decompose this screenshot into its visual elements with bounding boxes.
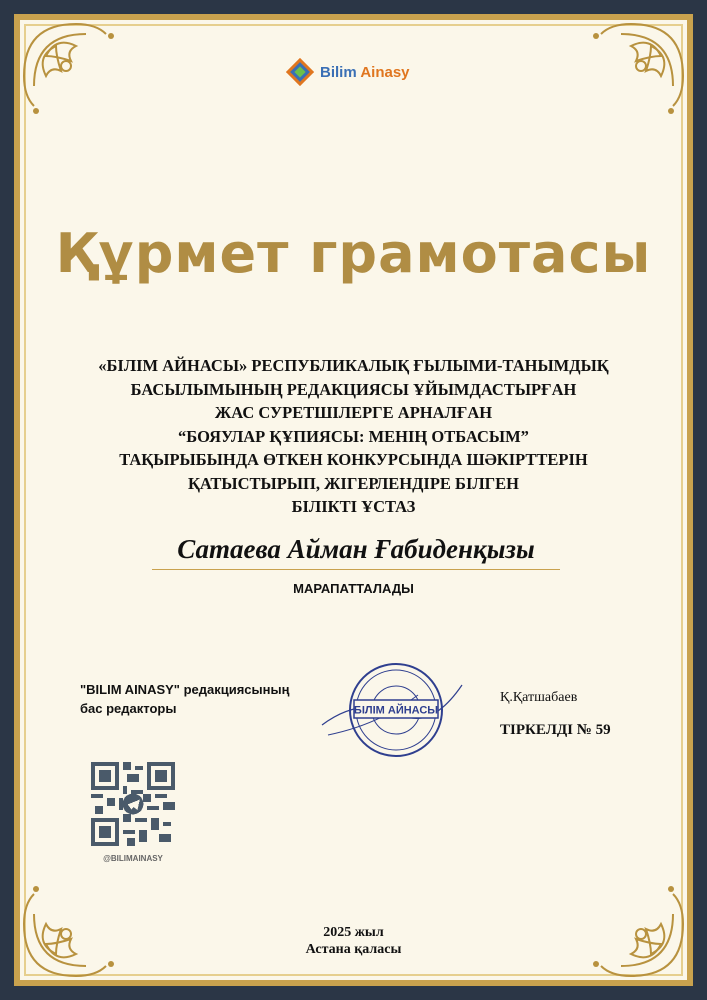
registration-number: ТІРКЕЛДІ № 59 xyxy=(500,722,611,738)
certificate-title: Құрмет грамотасы xyxy=(55,222,652,285)
certificate-description xyxy=(50,354,657,519)
stamp-text: БІЛІМ АЙНАСЫ xyxy=(353,704,439,717)
brand-name: Bilim Ainasy xyxy=(320,63,410,81)
official-stamp xyxy=(318,655,468,765)
recipient-name: Сатаева Айман Ғабиденқызы xyxy=(152,534,560,570)
description-line: ЖАС СУРЕТШІЛЕРГЕ АРНАЛҒАН xyxy=(214,403,493,422)
awarded-label: МАРАПАТТАЛАДЫ xyxy=(293,581,414,596)
editor-title xyxy=(80,680,340,718)
corner-ornament-icon xyxy=(16,16,136,136)
footer xyxy=(0,924,707,958)
brand-logo xyxy=(286,56,426,88)
description-line: ҚАТЫСТЫРЫП, ЖІГЕРЛЕНДІРЕ БІЛГЕН xyxy=(187,473,520,493)
editor-line-1: "BILIM AINASY" редакциясының xyxy=(80,682,290,697)
qr-code-icon[interactable] xyxy=(91,762,175,846)
issue-city: Астана қаласы xyxy=(305,942,402,957)
description-line: «БІЛІМ АЙНАСЫ» РЕСПУБЛИКАЛЫҚ ҒЫЛЫМИ-ТАНЫМДЫҚ xyxy=(98,356,609,375)
description-line: “БОЯУЛАР ҚҰПИЯСЫ: МЕНІҢ ОТБАСЫМ” xyxy=(178,426,529,446)
signatory-name: Қ.Қатшабаев xyxy=(500,690,578,705)
social-handle: @BILIMAINASY xyxy=(103,854,163,863)
description-line: ТАҚЫРЫБЫНДА ӨТКЕН КОНКУРСЫНДА ШӘКІРТТЕРІН xyxy=(119,450,588,469)
corner-ornament-icon xyxy=(571,16,691,136)
editor-line-2: бас редакторы xyxy=(80,701,177,716)
brand-logo-icon xyxy=(286,58,314,86)
issue-year: 2025 жыл xyxy=(323,925,384,940)
description-line: БІЛІКТІ ҰСТАЗ xyxy=(291,497,416,516)
description-line: БАСЫЛЫМЫНЫҢ РЕДАКЦИЯСЫ ҰЙЫМДАСТЫРҒАН xyxy=(130,379,577,399)
